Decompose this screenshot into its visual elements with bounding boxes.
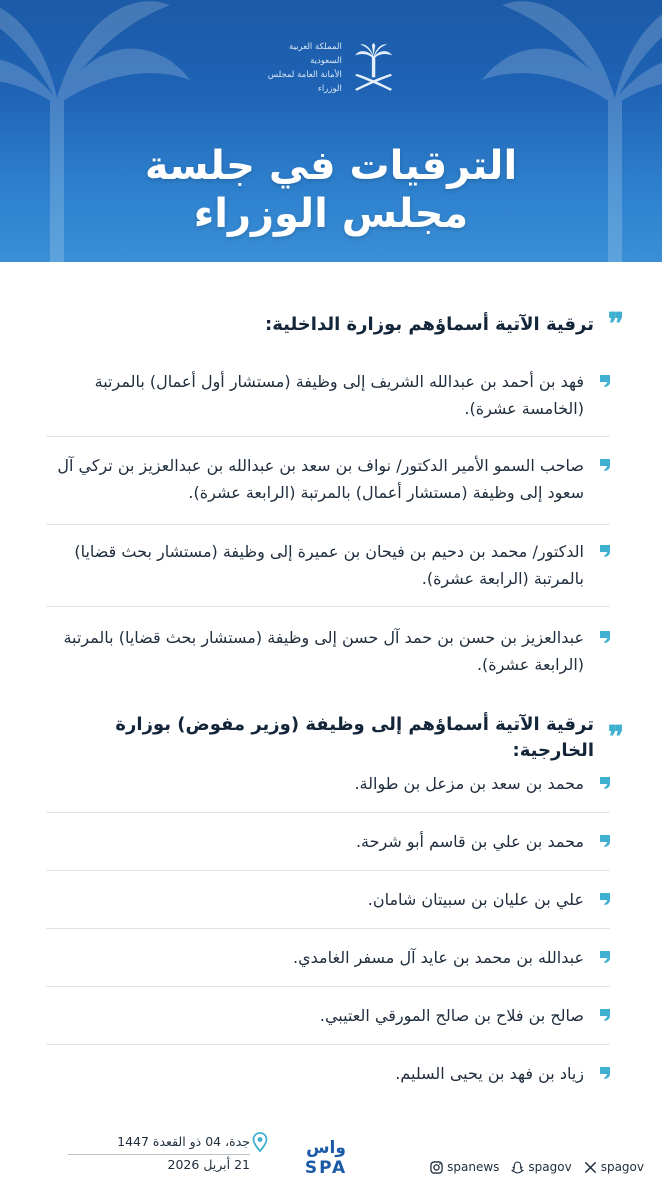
divider: [46, 928, 610, 929]
spa-logo-arabic: واس: [306, 1138, 346, 1158]
quote-bullet-icon: [598, 776, 612, 790]
social-links: [430, 1160, 644, 1174]
divider: [46, 812, 610, 813]
list-item-text: فهد بن أحمد بن عبدالله الشريف إلى وظيفة (مستشار أول أعمال) بالمرتبة (الخامسة عشرة).: [94, 372, 584, 418]
snapchat-icon: [511, 1161, 524, 1174]
page-title-line2: مجلس الوزراء: [193, 191, 469, 237]
list-item: [46, 452, 612, 506]
list-item: [46, 828, 612, 855]
list-item: [46, 1060, 612, 1087]
instagram-link[interactable]: [430, 1160, 499, 1174]
snapchat-link[interactable]: [511, 1160, 571, 1174]
quote-icon: ❞: [607, 720, 625, 755]
list-item-text: عبدالعزيز بن حسن بن حمد آل حسن إلى وظيفة (مستشار بحث قضايا) بالمرتبة (الرابعة عشرة).: [63, 628, 584, 674]
page-title-line1: الترقيات في جلسة: [144, 143, 518, 189]
header-banner: [0, 0, 662, 262]
list-item: [46, 1002, 612, 1029]
dateline: [68, 1132, 250, 1175]
quote-bullet-icon: [598, 458, 612, 472]
quote-bullet-icon: [598, 892, 612, 906]
entity-name-line2: الأمانة العامة لمجلس الوزراء: [267, 70, 342, 94]
quote-bullet-icon: [598, 834, 612, 848]
snapchat-handle: spagov: [528, 1160, 572, 1174]
list-item-text: صاحب السمو الأمير الدكتور/ نواف بن سعد بن عبدالله بن عبدالعزيز بن تركي آل سعود إلى وظيفة (مستشار أعمال) بالمرتبة (الرابعة عشرة).: [57, 456, 584, 502]
divider: [46, 606, 610, 607]
section-heading-interior: [40, 307, 628, 342]
list-item-text: علي بن عليان بن سبيتان شامان.: [367, 890, 584, 909]
instagram-handle: spanews: [447, 1160, 500, 1174]
section-heading-foreign-affairs: [40, 712, 628, 764]
list-item-text: عبدالله بن محمد بن عايد آل مسفر الغامدي.: [293, 948, 584, 967]
entity-name: [257, 40, 342, 96]
list-item: [46, 944, 612, 971]
date-hijri: جدة، 04 ذو القعدة 1447: [68, 1132, 250, 1155]
x-link[interactable]: [584, 1160, 644, 1174]
divider: [46, 1044, 610, 1045]
footer: [0, 1126, 662, 1200]
date-gregorian: 21 أبريل 2026: [167, 1157, 250, 1172]
divider: [46, 870, 610, 871]
list-item: [46, 368, 612, 422]
list-item: [46, 538, 612, 592]
quote-bullet-icon: [598, 630, 612, 644]
list-item: [46, 624, 612, 678]
list-item-text: زياد بن فهد بن يحيى السليم.: [395, 1064, 584, 1083]
entity-name-line1: المملكة العربية السعودية: [289, 42, 342, 66]
list-item-text: محمد بن سعد بن مزعل بن طوالة.: [354, 774, 584, 793]
list-item-text: محمد بن علي بن قاسم أبو شرحة.: [355, 832, 584, 851]
divider: [46, 524, 610, 525]
instagram-icon: [430, 1161, 443, 1174]
list-item: [46, 886, 612, 913]
divider: [46, 986, 610, 987]
quote-bullet-icon: [598, 544, 612, 558]
spa-logo-latin: SPA: [304, 1158, 348, 1178]
quote-bullet-icon: [598, 1008, 612, 1022]
section-heading-text: ترقية الآتية أسماؤهم بوزارة الداخلية:: [265, 314, 594, 335]
location-pin-icon: [252, 1132, 268, 1152]
quote-bullet-icon: [598, 1066, 612, 1080]
divider: [46, 436, 610, 437]
quote-bullet-icon: [598, 374, 612, 388]
x-handle: spagov: [600, 1160, 644, 1174]
section-heading-text: ترقية الآتية أسماؤهم إلى وظيفة (وزير مفوض) بوزارة الخارجية:: [115, 714, 594, 761]
government-entity-logo: [257, 36, 397, 100]
saudi-emblem-icon: [350, 37, 397, 99]
list-item-text: صالح بن فلاح بن صالح المورقي العتيبي.: [319, 1006, 584, 1025]
list-item: [46, 770, 612, 797]
quote-icon: ❞: [607, 307, 625, 342]
list-item-text: الدكتور/ محمد بن دحيم بن فيحان بن عميرة إلى وظيفة (مستشار بحث قضايا) بالمرتبة (الرابعة عشرة).: [74, 542, 584, 588]
quote-bullet-icon: [598, 950, 612, 964]
page-title: [0, 142, 662, 238]
x-icon: [584, 1161, 597, 1174]
spa-logo: [298, 1138, 354, 1180]
